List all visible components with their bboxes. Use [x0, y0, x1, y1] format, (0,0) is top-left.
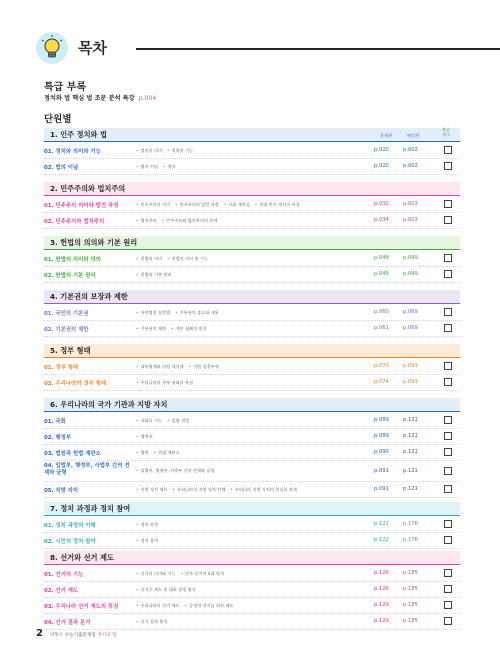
- answer-page[interactable]: p.049: [403, 255, 418, 261]
- answer-page[interactable]: p.176: [403, 521, 418, 527]
- topic-item: • 행정부: [136, 434, 153, 439]
- toc-row[interactable]: [44, 213, 460, 229]
- review-checkbox[interactable]: [444, 270, 452, 278]
- problem-page[interactable]: p.032: [374, 201, 389, 207]
- section-header: [44, 128, 460, 143]
- page-title: 목차: [78, 39, 107, 57]
- topic-item: • 헌법의 의의 및 기능: [167, 256, 208, 261]
- special-title: 특급 부록: [44, 82, 87, 93]
- problem-page[interactable]: p.073: [374, 363, 389, 369]
- row-topics: [136, 164, 181, 170]
- review-checkbox[interactable]: [444, 467, 452, 475]
- section-rule: [44, 141, 460, 142]
- section-title[interactable]: 3. 헌법의 의의와 기본 원리: [50, 238, 138, 247]
- problem-page[interactable]: p.128: [374, 570, 389, 576]
- section-title[interactable]: 2. 민주주의와 법치주의: [50, 184, 126, 193]
- toc-row[interactable]: [44, 614, 460, 630]
- row-title[interactable]: 02. 법의 이념: [44, 165, 79, 171]
- topic-item: • 헌법의 의미: [136, 256, 162, 261]
- review-checkbox[interactable]: [444, 162, 452, 170]
- row-title[interactable]: 03. 법원과 헌법 재판소: [44, 451, 101, 457]
- toc-row[interactable]: [44, 482, 460, 498]
- row-title[interactable]: 04. 선거 결과 분석: [44, 620, 91, 626]
- answer-page[interactable]: p.091: [403, 379, 418, 385]
- review-checkbox[interactable]: [444, 601, 452, 609]
- answer-page[interactable]: p.049: [403, 271, 418, 277]
- section-rule: [44, 515, 460, 516]
- row-title[interactable]: 01. 헌법의 의미와 의의: [44, 257, 101, 263]
- toc-row[interactable]: [44, 445, 460, 461]
- problem-page[interactable]: p.089: [374, 417, 389, 423]
- row-topics: [136, 326, 212, 332]
- row-topics: [136, 272, 176, 278]
- review-checkbox[interactable]: [444, 416, 452, 424]
- topic-item: • 법치주의: [136, 218, 157, 223]
- review-checkbox[interactable]: [444, 200, 452, 208]
- col-problem: 문제편: [380, 133, 393, 138]
- col-answer: 해설편: [407, 133, 420, 138]
- row-topics: [136, 434, 158, 440]
- toc-row[interactable]: [44, 598, 460, 614]
- topic-item: • 정치 과정: [136, 522, 158, 527]
- answer-page[interactable]: p.121: [403, 433, 418, 439]
- answer-page[interactable]: p.002: [403, 147, 418, 153]
- section-title[interactable]: 8. 선거와 선거 제도: [50, 553, 114, 562]
- answer-page[interactable]: p.121: [403, 449, 418, 455]
- topic-item: • 정치의 기능: [167, 148, 193, 153]
- topic-item: • 현대 민주 정치의 특징: [255, 202, 300, 207]
- section-6: [44, 398, 460, 498]
- review-checkbox[interactable]: [444, 216, 452, 224]
- review-checkbox[interactable]: [444, 448, 452, 456]
- col-review-1: 복습: [442, 127, 451, 132]
- answer-page[interactable]: p.002: [403, 163, 418, 169]
- review-checkbox[interactable]: [444, 324, 452, 332]
- row-title[interactable]: 02. 행정부: [44, 435, 72, 441]
- problem-page[interactable]: p.128: [374, 586, 389, 592]
- section-8: [44, 551, 460, 630]
- special-subtitle[interactable]: [44, 93, 156, 102]
- problem-page[interactable]: p.034: [374, 217, 389, 223]
- topic-item: • 선거 결과 분석: [136, 619, 167, 624]
- row-topics: [136, 487, 302, 493]
- header-rule: [136, 48, 500, 50]
- section-rule: [44, 249, 460, 250]
- row-topics: [136, 364, 224, 370]
- review-checkbox[interactable]: [444, 362, 452, 370]
- row-title[interactable]: 02. 우리나라의 정부 형태: [44, 381, 107, 387]
- section-3: [44, 236, 460, 283]
- row-title[interactable]: 01. 선거의 기능: [44, 572, 84, 578]
- toc-row[interactable]: [44, 197, 460, 213]
- answer-page[interactable]: p.091: [403, 363, 418, 369]
- section-header: [44, 182, 460, 197]
- review-checkbox[interactable]: [444, 585, 452, 593]
- problem-page[interactable]: p.060: [374, 309, 389, 315]
- toc-row[interactable]: [44, 582, 460, 598]
- special-subtitle-text: 정치와 법 핵심 법 조문 분석 특강: [44, 95, 135, 102]
- topic-item: • 자연법적 집정법: [136, 310, 170, 315]
- topic-item: • 선거의 의미와 기능: [136, 571, 176, 576]
- page-number: 2: [36, 628, 43, 639]
- answer-page[interactable]: p.185: [403, 618, 418, 624]
- topic-item: • 사회 계약설: [224, 202, 250, 207]
- row-title[interactable]: 01. 국민의 기본권: [44, 311, 89, 317]
- toc-row[interactable]: [44, 533, 460, 549]
- toc-row[interactable]: [44, 566, 460, 582]
- problem-page[interactable]: p.090: [374, 449, 389, 455]
- section-header: [44, 398, 460, 413]
- row-title[interactable]: 01. 정치와 의미와 기능: [44, 149, 101, 155]
- row-topics: [136, 310, 224, 316]
- footer-text: [50, 632, 117, 638]
- section-header: [44, 551, 460, 566]
- toc-row[interactable]: [44, 267, 460, 283]
- row-title[interactable]: 02. 선거 제도: [44, 588, 79, 594]
- section-rule: [44, 564, 460, 565]
- problem-page[interactable]: p.129: [374, 618, 389, 624]
- review-checkbox[interactable]: [444, 432, 452, 440]
- topic-item: • 기본권의 종류와 내용: [175, 310, 219, 315]
- answer-page[interactable]: p.176: [403, 537, 418, 543]
- section-title[interactable]: 5. 정부 형태: [50, 346, 91, 355]
- section-title[interactable]: 4. 기본권의 보장과 제한: [50, 292, 128, 301]
- row-title[interactable]: 01. 국회: [44, 419, 66, 425]
- section-2: [44, 182, 460, 229]
- section-header: [44, 290, 460, 305]
- topic-item: • 이원 집정부제: [189, 364, 219, 369]
- review-checkbox[interactable]: [444, 617, 452, 625]
- section-rule: [44, 195, 460, 196]
- topic-item: • 민주주의와 법치주의의 관계: [162, 218, 218, 223]
- topic-item: • 법원: [136, 450, 149, 455]
- topic-item: • 우리나라 지방 자치의 현실과 과제: [230, 487, 296, 492]
- answer-page[interactable]: p.185: [403, 602, 418, 608]
- answer-page[interactable]: p.023: [403, 201, 418, 207]
- section-7: [44, 502, 460, 549]
- row-title[interactable]: 02. 헌법의 기본 원리: [44, 273, 96, 279]
- answer-page[interactable]: p.069: [403, 325, 418, 331]
- row-title[interactable]: 02. 민주주의와 법치주의: [44, 219, 105, 225]
- problem-page[interactable]: p.129: [374, 602, 389, 608]
- topic-item: • 정치의 의미: [136, 148, 162, 153]
- topic-item: • 기본권의 제한: [136, 326, 166, 331]
- review-checkbox[interactable]: [444, 485, 452, 493]
- footer-book: 이투스 수능기출문제집: [50, 633, 96, 638]
- row-topics: [136, 202, 305, 208]
- special-page: p.004: [138, 95, 157, 102]
- section-bar: [44, 344, 460, 357]
- topic-item: • 국회의 기능: [136, 418, 162, 423]
- topic-item: • 헌법의 기본 원리: [136, 272, 171, 277]
- section-title[interactable]: 6. 우리나라의 국가 기관과 지방 자치: [50, 400, 168, 409]
- answer-page[interactable]: p.121: [403, 486, 418, 492]
- topic-item: • 정의: [163, 164, 176, 169]
- row-title[interactable]: 04. 입법부, 행정부, 사법부 간의 견제와 균형: [44, 463, 130, 476]
- problem-page[interactable]: p.121: [374, 521, 389, 527]
- toc-row[interactable]: [44, 251, 460, 267]
- problem-page[interactable]: p.020: [374, 147, 389, 153]
- review-checkbox[interactable]: [444, 520, 452, 528]
- section-rule: [44, 411, 460, 412]
- row-topics: [136, 450, 185, 456]
- topic-item: • 민주주의의 의미: [136, 202, 170, 207]
- toc-row[interactable]: [44, 321, 460, 337]
- row-title[interactable]: 02. 기본권의 제한: [44, 327, 89, 333]
- row-topics: [136, 538, 163, 544]
- row-topics: [136, 218, 222, 224]
- section-rule: [44, 303, 460, 304]
- toc-row[interactable]: [44, 159, 460, 175]
- review-checkbox[interactable]: [444, 254, 452, 262]
- row-title[interactable]: 02. 시민의 정치 참여: [44, 539, 96, 545]
- footer-accent: 정치와 법: [97, 633, 117, 638]
- topic-item: • 선거구 제도 및 대표 결정 방식: [136, 587, 196, 592]
- units-title: 단원별: [44, 114, 72, 125]
- col-review: [442, 128, 450, 137]
- toc-row[interactable]: [44, 413, 460, 429]
- review-checkbox[interactable]: [444, 146, 452, 154]
- answer-page[interactable]: p.121: [403, 468, 418, 474]
- row-topics: [136, 380, 198, 386]
- topic-item: • 우리나라의 정부 형태의 특징: [136, 380, 193, 385]
- topic-item: • 입법 개정: [167, 418, 189, 423]
- review-checkbox[interactable]: [444, 378, 452, 386]
- problem-page[interactable]: p.122: [374, 537, 389, 543]
- section-header: [44, 502, 460, 517]
- row-title[interactable]: 05. 지방 자치: [44, 488, 79, 494]
- topic-item: • 우리나라의 선거 제도: [136, 603, 180, 608]
- topic-item: • 헌법 재판소: [154, 450, 180, 455]
- problem-page[interactable]: p.091: [374, 468, 389, 474]
- topic-item: • 입법부, 행정부, 사법부 간의 견제와 균형: [136, 468, 215, 473]
- section-title[interactable]: 1. 인주 정치와 법: [50, 130, 107, 139]
- answer-page[interactable]: p.121: [403, 417, 418, 423]
- col-review-2: 체크: [442, 131, 451, 137]
- section-5: [44, 344, 460, 391]
- answer-page[interactable]: p.185: [403, 570, 418, 576]
- answer-page[interactable]: p.185: [403, 586, 418, 592]
- row-topics: [136, 603, 239, 609]
- row-topics: [136, 256, 213, 262]
- review-checkbox[interactable]: [444, 569, 452, 577]
- row-topics: [136, 587, 201, 593]
- problem-page[interactable]: p.049: [374, 271, 389, 277]
- section-rule: [44, 357, 460, 358]
- problem-page[interactable]: p.048: [374, 255, 389, 261]
- review-checkbox[interactable]: [444, 308, 452, 316]
- lightbulb-icon: [36, 32, 68, 64]
- topic-item: • 정치 참여: [136, 538, 158, 543]
- review-checkbox[interactable]: [444, 536, 452, 544]
- toc-row[interactable]: [44, 143, 460, 159]
- toc-row[interactable]: [44, 359, 460, 375]
- section-header: [44, 344, 460, 359]
- answer-page[interactable]: p.023: [403, 217, 418, 223]
- problem-page[interactable]: p.089: [374, 433, 389, 439]
- toc-header: [36, 32, 468, 66]
- toc-row[interactable]: [44, 461, 460, 482]
- section-4: [44, 290, 460, 337]
- row-title[interactable]: 01. 정부 형태: [44, 365, 79, 371]
- toc-row[interactable]: [44, 429, 460, 445]
- topic-item: • 대통령제와 의원 내각제: [136, 364, 184, 369]
- toc-row[interactable]: [44, 375, 460, 391]
- answer-page[interactable]: p.069: [403, 309, 418, 315]
- row-topics: [136, 468, 220, 474]
- row-title[interactable]: 01. 정치 과정의 이해: [44, 523, 96, 529]
- topic-item: • 법의 이념: [136, 164, 158, 169]
- topic-item: • 공정한 선거를 위한 제도: [185, 603, 234, 608]
- topic-item: • 민주주의의 발전 과정: [175, 202, 219, 207]
- row-topics: [136, 418, 194, 424]
- row-topics: [136, 571, 229, 577]
- row-topics: [136, 522, 163, 528]
- topic-item: • 우리나라의 지방 자치 단체: [172, 487, 225, 492]
- section-1: [44, 128, 460, 175]
- problem-page[interactable]: p.061: [374, 325, 389, 331]
- section-header: [44, 236, 460, 251]
- topic-item: • 개인 침해의 원칙: [171, 326, 206, 331]
- problem-page[interactable]: p.091: [374, 486, 389, 492]
- row-topics: [136, 148, 198, 154]
- toc-row[interactable]: [44, 517, 460, 533]
- problem-page[interactable]: p.074: [374, 379, 389, 385]
- row-title[interactable]: 01. 민주주의 의미와 발전 과정: [44, 203, 119, 209]
- row-title[interactable]: 03. 우리나라 선거 제도의 특징: [44, 604, 119, 610]
- problem-page[interactable]: p.020: [374, 163, 389, 169]
- toc-row[interactable]: [44, 305, 460, 321]
- topic-item: • 지방 자치 제도: [136, 487, 167, 492]
- section-title[interactable]: 7. 정치 과정과 정치 참여: [50, 504, 131, 513]
- row-topics: [136, 619, 172, 625]
- topic-item: • 민주 선거의 4대 원칙: [181, 571, 225, 576]
